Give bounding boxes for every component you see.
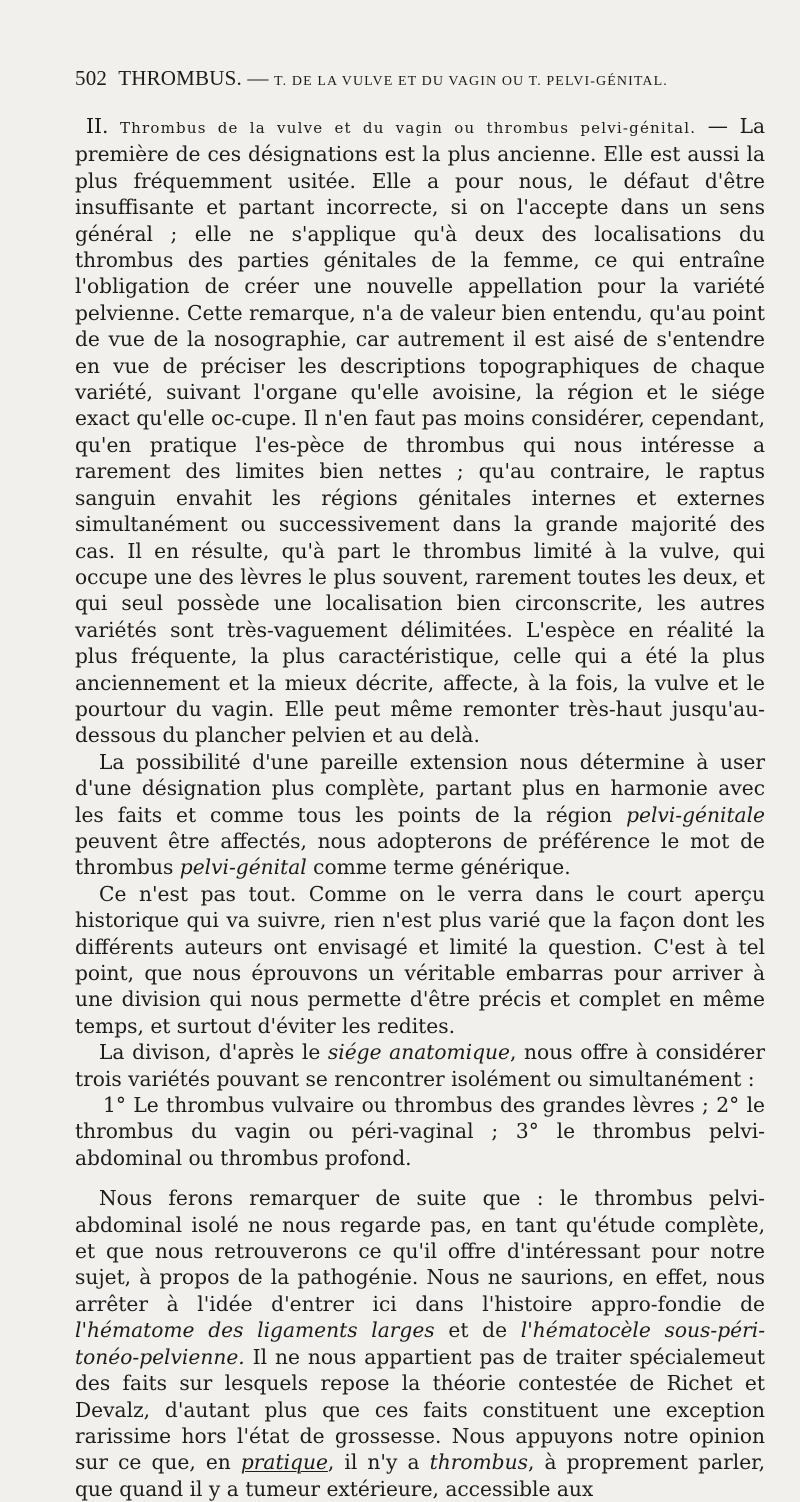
- paragraph-4-text-a: La divison, d'après le: [99, 1040, 328, 1065]
- italic-hematome: l'hématome des ligaments larges: [75, 1318, 435, 1343]
- italic-hematocele: l'hématocèle sous-péri-tonéo-pelvienne.: [75, 1318, 766, 1369]
- body-text: [75, 113, 765, 1502]
- paragraph-2-text-b: peuvent être affectés, nous adopterons de préférence le mot de thrombus: [75, 828, 765, 880]
- paragraph-4-text-b: , nous offre à considérer trois variétés pouvant se rencontrer isolément ou simultanément :: [75, 1040, 765, 1091]
- paragraph-6-text-e: , à proprement parler, que quand il y a tumeur extérieure, accessible aux: [75, 1450, 765, 1501]
- paragraph-1-text: — La première de ces désignations est la plus ancienne. Elle est aussi la plus fréquemment usitée. Elle a pour nous, le défaut d'être insuffisante et partant incorrecte, si on l'accepte dans un sens général ; elle ne s'applique qu'à deux des localisations du thrombus des parties génitales de la femme, ce qui entraîne l'obligation de créer une nouvelle appellation pour la variété pelvienne. Cette remarque, n'a de valeur bien entendu, qu'au point de vue de la nosographie, car autrement il est aisé de s'entendre en vue de préciser les descriptions topographiques de chaque variété, suivant l'organe qu'elle avoisine, la région et le siége exact qu'elle oc-cupe. Il n'en faut pas moins considérer, cependant, qu'en pratique l'es-pèce de thrombus qui nous intéresse a rarement des limites bien nettes ; qu'au contraire, le raptus sanguin envahit les régions génitales internes et externes simultanément ou successivement dans la grande majorité des cas. Il en résulte, qu'à part le thrombus limité à la vulve, qui occupe une des lèvres le plus souvent, rarement toutes les deux, et qui seul possède une localisation bien circonscrite, les autres variétés sont très-vaguement délimitées. L'espèce en réalité la plus fréquente, la plus caractéristique, celle qui a été la plus anciennement et la mieux décrite, affecte, à la fois, la vulve et le pourtour du vagin. Elle peut même remonter très-haut jusqu'au-dessous du plancher pelvien et au delà.: [75, 114, 766, 748]
- paragraph-6-text-c: Il ne nous appartient pas de traiter spécialemeut des faits sur lesquels repose la théorie contestée de Richet et Devalz, d'autant plus que ces faits constituent une exception rarissime hors l'état de grossesse. Nous appuyons notre opinion sur ce que, en: [75, 1344, 765, 1475]
- header-title: THROMBUS.: [118, 66, 242, 90]
- italic-siege-anatomique: siége anatomique: [327, 1040, 510, 1065]
- paragraph-5-list: 1° Le thrombus vulvaire ou thrombus des grandes lèvres ; 2° le thrombus du vagin ou péri-vaginal ; 3° le thrombus pelvi-abdominal ou thrombus profond.: [75, 1093, 765, 1170]
- italic-pratique: pratique: [240, 1450, 328, 1475]
- paragraph-6-text-a: Nous ferons remarquer de suite que : le thrombus pelvi-abdominal isolé ne nous regarde pas, en tant qu'étude complète, et que nous retrouverons ce qu'il offre d'intéressant pour notre sujet, à propos de la pathogénie. Nous ne saurions, en effet, nous arrêter à l'idée d'entrer ici dans l'histoire appro-fondie de: [75, 1186, 765, 1316]
- section-number: II.: [86, 114, 109, 138]
- header-subtitle: T. DE LA VULVE ET DU VAGIN OU T. PELVI-GÉNITAL.: [274, 74, 668, 89]
- paragraph-1: [75, 113, 765, 749]
- italic-thrombus: thrombus: [429, 1450, 528, 1475]
- page-number: 502: [75, 66, 108, 90]
- italic-pelvi-genitale: pelvi-génitale: [626, 802, 765, 827]
- paragraph-2-text-c: comme terme générique.: [306, 855, 571, 880]
- paragraph-3: Ce n'est pas tout. Comme on le verra dans le court aperçu historique qui va suivre, rien n'est plus varié que la façon dont les différents auteurs ont envisagé et limité la question. C'est à tel point, que nous éprouvons un véritable embarras pour arriver à une division qui nous permette d'être précis et complet en même temps, et surtout d'éviter les redites.: [75, 881, 765, 1038]
- paragraph-2: [75, 749, 765, 881]
- paragraph-6-text-b: et de: [434, 1318, 521, 1343]
- section-heading: Thrombus de la vulve et du vagin ou thrombus pelvi-génital.: [119, 119, 697, 137]
- paragraph-6-text-d: , il n'y a: [327, 1450, 430, 1475]
- paragraph-2-text-a: La possibilité d'une pareille extension nous détermine à user d'une désignation plus complète, partant plus en harmonie avec les faits et comme tous les points de la région: [75, 749, 765, 827]
- paragraph-6: [75, 1185, 765, 1502]
- running-header: [75, 66, 765, 91]
- italic-pelvi-genital: pelvi-génital: [179, 855, 307, 880]
- header-dash: —: [247, 66, 269, 90]
- book-page: [75, 66, 765, 1502]
- paragraph-4: [75, 1039, 765, 1092]
